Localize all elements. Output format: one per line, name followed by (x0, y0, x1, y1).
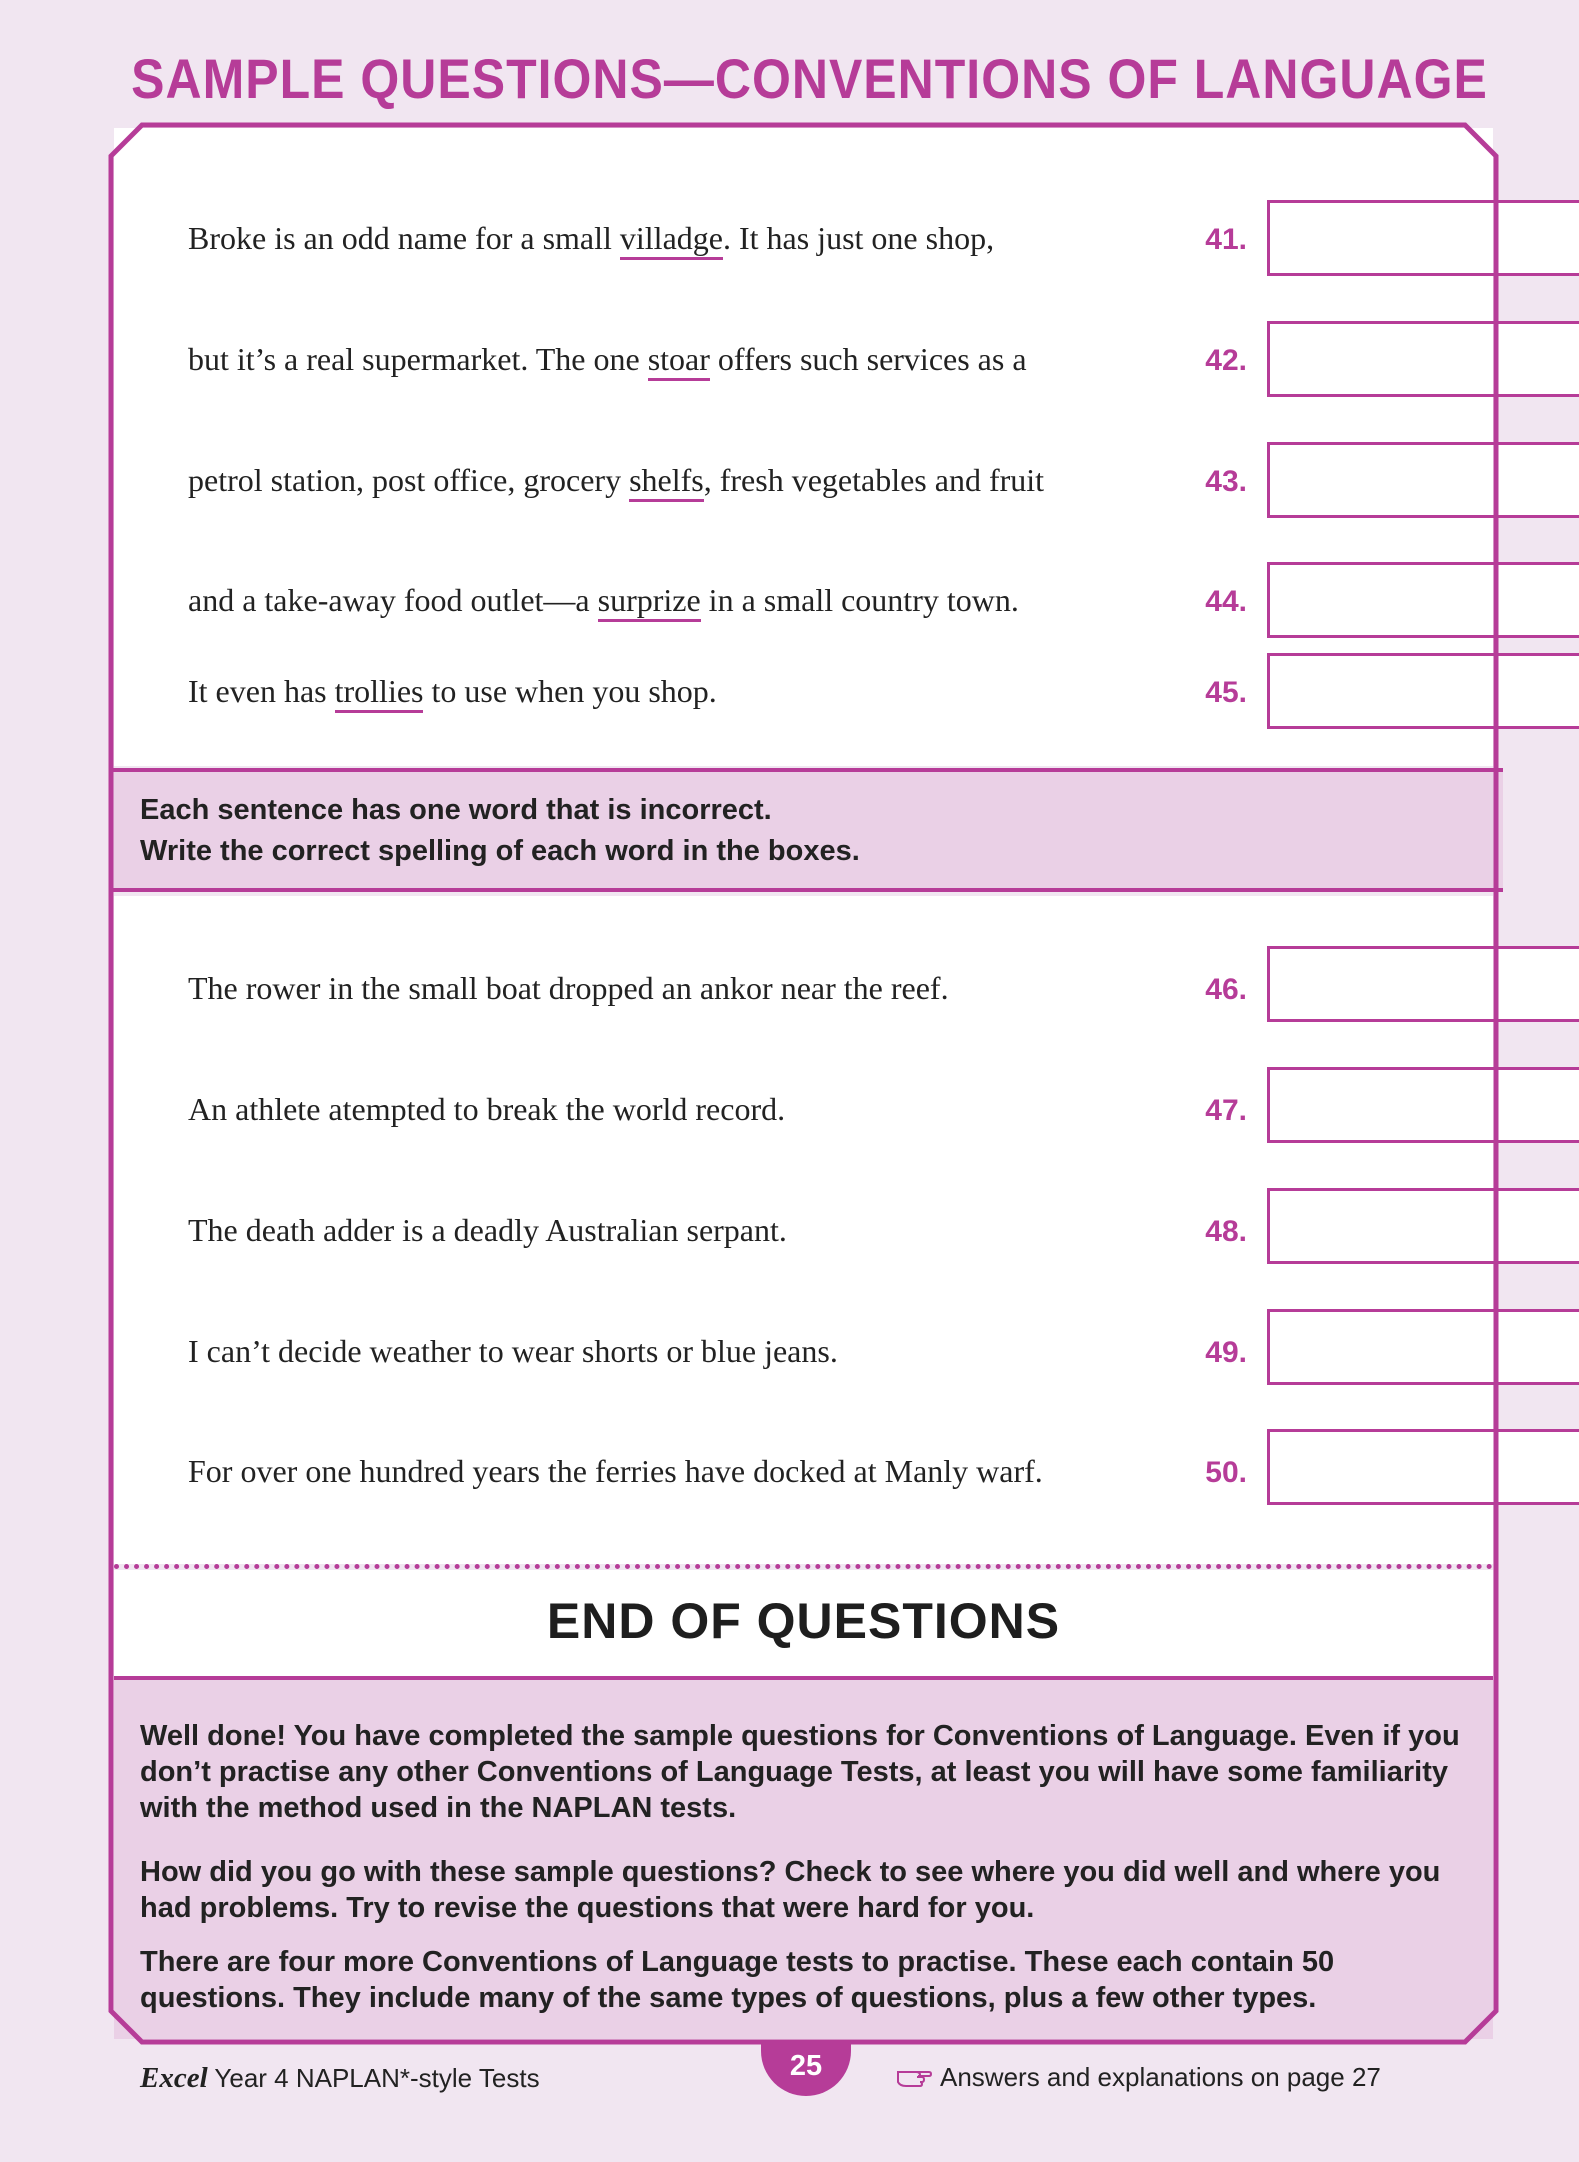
question-text-44: and a take-away food outlet—a surprize in a small country town. (188, 582, 1019, 619)
brand-logo: Excel (140, 2062, 208, 2094)
footer-answers-note: Answers and explanations on page 27 (896, 2062, 1381, 2095)
end-of-questions-heading: END OF QUESTIONS (546, 1593, 1061, 1649)
underlined-word: surprize (598, 582, 701, 622)
question-number-46: 46. (1205, 973, 1247, 1006)
dotted-divider (114, 1564, 1493, 1569)
question-number-44: 44. (1205, 585, 1247, 618)
answer-box-49[interactable] (1267, 1309, 1579, 1385)
underlined-word: trollies (335, 673, 424, 713)
footer-book-title: Excel Year 4 NAPLAN*-style Tests (140, 2062, 540, 2094)
question-text-48: The death adder is a deadly Australian serpant. (188, 1212, 787, 1248)
question-number-42: 42. (1205, 344, 1247, 377)
question-text-50: For over one hundred years the ferries have docked at Manly warf. (188, 1453, 1043, 1489)
instruction-line-2: Write the correct spelling of each word in the boxes. (140, 835, 860, 867)
answer-box-42[interactable] (1267, 321, 1579, 397)
summary-section (114, 1676, 1493, 2039)
answer-box-47[interactable] (1267, 1067, 1579, 1143)
answer-box-43[interactable] (1267, 442, 1579, 518)
summary-paragraph-2: How did you go with these sample questions? Check to see where you did well and where you had problems. Try to revise the questions that were hard for you. (140, 1856, 1441, 1924)
question-text-41: Broke is an odd name for a small villadge. It has just one shop, (188, 220, 994, 257)
question-text-45: It even has trollies to use when you shop. (188, 673, 717, 710)
question-number-49: 49. (1205, 1336, 1247, 1369)
summary-paragraph-3: There are four more Conventions of Language tests to practise. These each contain 50 questions. They include many of the same types of questions, plus a few other types. (140, 1946, 1335, 2014)
summary-paragraph-1: Well done! You have completed the sample questions for Conventions of Language. Even if you don’t practise any other Conventions of Language Tests, at least you will have some familiarity with the method used in the NAPLAN tests. (140, 1720, 1460, 1824)
underlined-word: villadge (620, 220, 723, 260)
answer-box-48[interactable] (1267, 1188, 1579, 1264)
answer-box-45[interactable] (1267, 653, 1579, 729)
question-text-42: but it’s a real supermarket. The one stoar offers such services as a (188, 341, 1027, 378)
question-number-50: 50. (1205, 1456, 1247, 1489)
question-number-45: 45. (1205, 676, 1247, 709)
end-of-questions-section (114, 1570, 1493, 1676)
underlined-word: stoar (648, 341, 710, 381)
answer-box-50[interactable] (1267, 1429, 1579, 1505)
page-title: SAMPLE QUESTIONS—CONVENTIONS OF LANGUAGE (131, 47, 1488, 111)
questions-section-b (114, 896, 1493, 1564)
question-text-46: The rower in the small boat dropped an ankor near the reef. (188, 970, 949, 1006)
answer-box-41[interactable] (1267, 200, 1579, 276)
pointing-hand-icon (896, 2064, 932, 2095)
answer-box-44[interactable] (1267, 562, 1579, 638)
question-number-48: 48. (1205, 1215, 1247, 1248)
question-number-41: 41. (1205, 223, 1247, 256)
question-text-49: I can’t decide weather to wear shorts or blue jeans. (188, 1333, 838, 1369)
questions-section-a (114, 128, 1493, 766)
question-number-47: 47. (1205, 1094, 1247, 1127)
answer-box-46[interactable] (1267, 946, 1579, 1022)
underlined-word: shelfs (629, 462, 704, 502)
instruction-band (110, 768, 1503, 892)
instruction-line-1: Each sentence has one word that is incorrect. (140, 794, 772, 826)
question-text-47: An athlete atempted to break the world record. (188, 1091, 786, 1127)
question-number-43: 43. (1205, 465, 1247, 498)
page-number-badge: 25 (761, 2040, 851, 2096)
question-text-43: petrol station, post office, grocery shelfs, fresh vegetables and fruit (188, 462, 1044, 499)
